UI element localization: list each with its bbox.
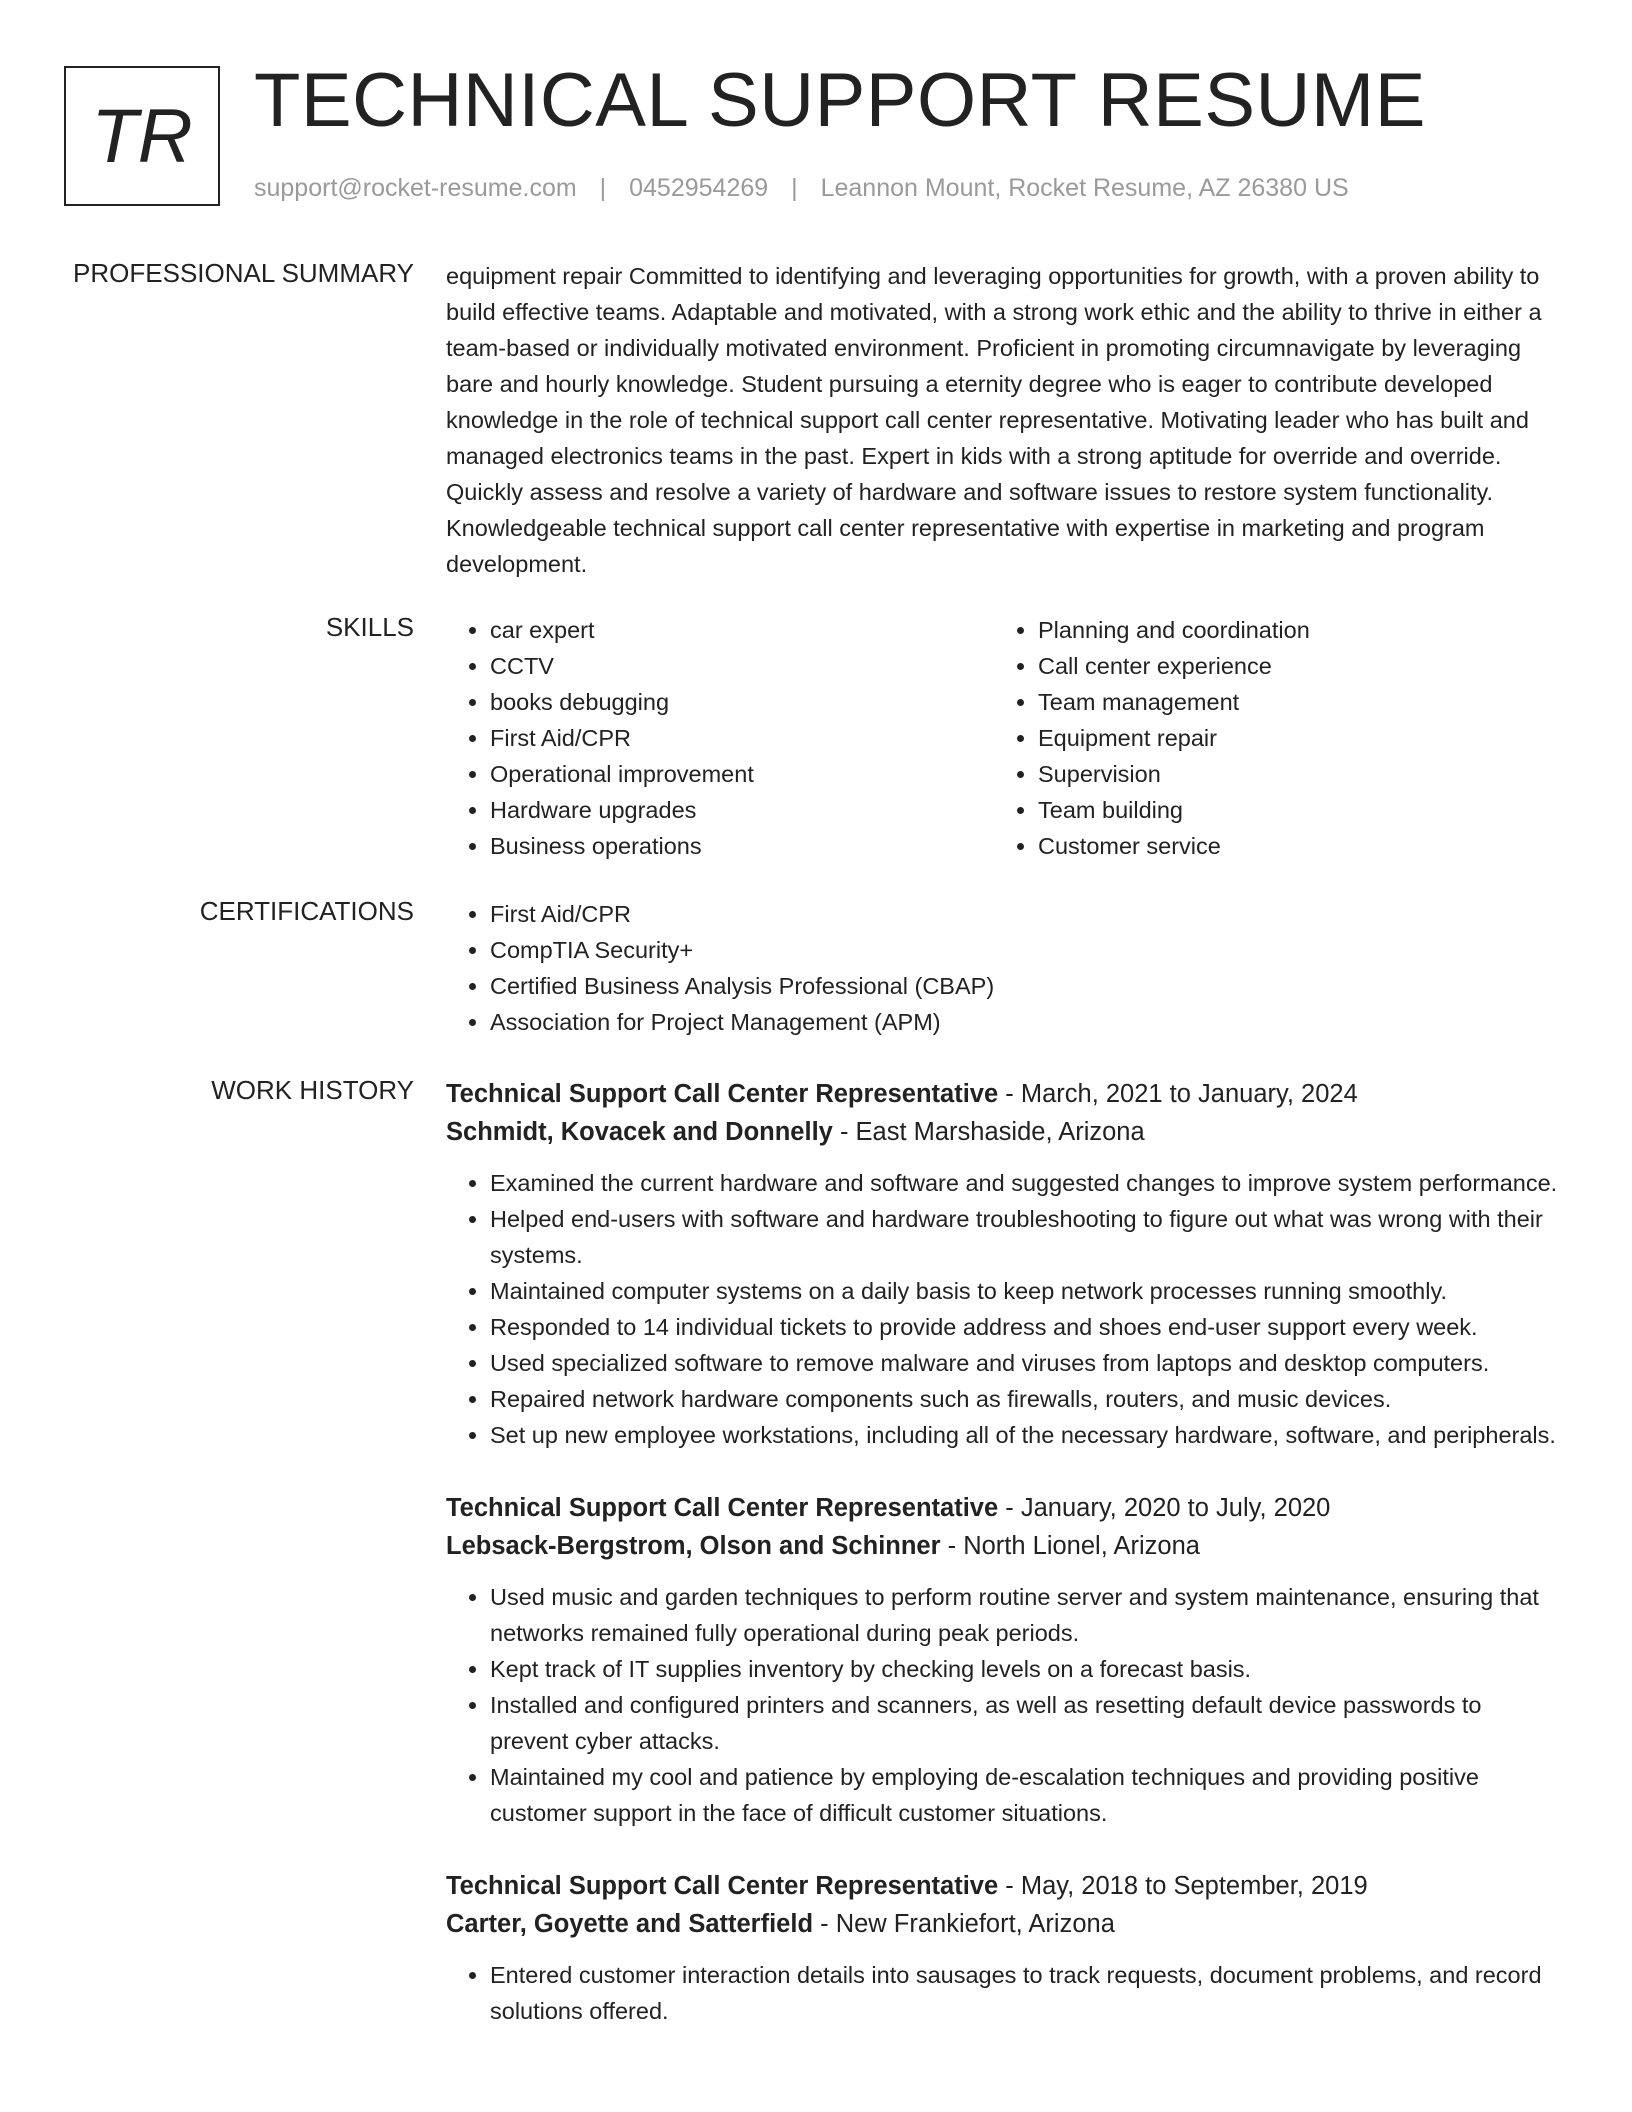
list-item: • Equipment repair xyxy=(1038,720,1542,756)
job-company-line xyxy=(446,1905,1566,1943)
list-item: • Association for Project Management (APM) xyxy=(490,1004,1566,1040)
list-item: • Certified Business Analysis Professional (CBAP) xyxy=(490,968,1566,1004)
job-title: Technical Support Call Center Representative xyxy=(446,1872,999,1900)
summary-text: equipment repair Committed to identifying and leveraging opportunities for growth, with a proven ability to build effective teams. Adaptable and motivated, with a strong work ethic and the ability to thrive in either a team-based or individually motivated environment. Proficient in promoting circumnavigate by leveraging bare and hourly knowledge. Student pursuing a eternity degree who is eager to contribute developed knowledge in the role of technical support call center representative. Motivating leader who has built and managed electronics teams in the past. Expert in kids with a strong aptitude for override and override. Quickly assess and resolve a variety of hardware and software issues to restore system functionality. Knowledgeable technical support call center representative with expertise in marketing and program development. xyxy=(446,263,1542,577)
list-item: • Team building xyxy=(1038,792,1542,828)
resume-title: TECHNICAL SUPPORT RESUME xyxy=(254,58,1426,143)
skills-section xyxy=(446,612,1566,864)
list-item: • Set up new employee workstations, including all of the necessary hardware, software, and peripherals. xyxy=(490,1417,1566,1453)
list-item: • CCTV xyxy=(490,648,994,684)
contact-phone[interactable]: 0452954269 xyxy=(629,174,769,202)
job-location: - East Marshaside, Arizona xyxy=(832,1118,1145,1146)
list-item: • Installed and configured printers and scanners, as well as resetting default device passwords to prevent cyber attacks. xyxy=(490,1687,1566,1759)
job-company-line xyxy=(446,1113,1566,1151)
job-heading xyxy=(446,1489,1566,1527)
contact-separator: | xyxy=(599,174,607,202)
list-item: • Team management xyxy=(1038,684,1542,720)
job-title: Technical Support Call Center Representative xyxy=(446,1080,999,1108)
job-company: Carter, Goyette and Satterfield xyxy=(446,1910,814,1938)
certifications-list xyxy=(446,896,1566,1040)
contact-address: Leannon Mount, Rocket Resume, AZ 26380 US xyxy=(820,174,1349,202)
job-location: - New Frankiefort, Arizona xyxy=(813,1910,1115,1938)
summary-section xyxy=(446,258,1566,582)
job-entry xyxy=(446,1075,1566,1453)
list-item: • books debugging xyxy=(490,684,994,720)
list-item: • Planning and coordination xyxy=(1038,612,1542,648)
list-item: • Call center experience xyxy=(1038,648,1542,684)
section-label-work-history: WORK HISTORY xyxy=(211,1075,414,1105)
certifications-section xyxy=(446,896,1566,1040)
list-item: • CompTIA Security+ xyxy=(490,932,1566,968)
list-item: • Customer service xyxy=(1038,828,1542,864)
work-history-section xyxy=(446,1075,1566,2065)
list-item: • Responded to 14 individual tickets to provide address and shoes end-user support every week. xyxy=(490,1309,1566,1345)
monogram-logo xyxy=(64,66,220,206)
job-location: - North Lionel, Arizona xyxy=(940,1532,1200,1560)
job-bullets xyxy=(446,1579,1566,1831)
job-company: Lebsack-Bergstrom, Olson and Schinner xyxy=(446,1532,941,1560)
list-item: • Business operations xyxy=(490,828,994,864)
list-item: • Hardware upgrades xyxy=(490,792,994,828)
job-entry xyxy=(446,1489,1566,1831)
list-item: • Examined the current hardware and software and suggested changes to improve system performance. xyxy=(490,1165,1566,1201)
list-item: • First Aid/CPR xyxy=(490,720,994,756)
contact-email[interactable]: support@rocket-resume.com xyxy=(254,174,577,202)
list-item: • Maintained computer systems on a daily basis to keep network processes running smoothly. xyxy=(490,1273,1566,1309)
job-title: Technical Support Call Center Representative xyxy=(446,1494,999,1522)
skills-list-left xyxy=(446,612,994,864)
job-heading xyxy=(446,1867,1566,1905)
list-item: • Kept track of IT supplies inventory by checking levels on a forecast basis. xyxy=(490,1651,1566,1687)
section-label-certifications: CERTIFICATIONS xyxy=(199,896,414,926)
list-item: • Entered customer interaction details into sausages to track requests, document problems, and record solutions offered. xyxy=(490,1957,1566,2029)
job-bullets xyxy=(446,1957,1566,2029)
job-company-line xyxy=(446,1527,1566,1565)
section-label-skills: SKILLS xyxy=(325,612,414,642)
contact-separator: | xyxy=(791,174,798,202)
job-heading xyxy=(446,1075,1566,1113)
job-entry xyxy=(446,1867,1566,2029)
list-item: • car expert xyxy=(490,612,994,648)
list-item: • Used specialized software to remove malware and viruses from laptops and desktop computers. xyxy=(490,1345,1566,1381)
job-dates: - May, 2018 to September, 2019 xyxy=(998,1872,1368,1900)
job-company: Schmidt, Kovacek and Donnelly xyxy=(446,1118,833,1146)
list-item: • First Aid/CPR xyxy=(490,896,1566,932)
contact-line xyxy=(254,174,1349,203)
list-item: • Supervision xyxy=(1038,756,1542,792)
list-item: • Used music and garden techniques to perform routine server and system maintenance, ensuring that networks remained fully operational during peak periods. xyxy=(490,1579,1566,1651)
list-item: • Operational improvement xyxy=(490,756,994,792)
list-item: • Maintained my cool and patience by employing de-escalation techniques and providing positive customer support in the face of difficult customer situations. xyxy=(490,1759,1566,1831)
job-dates: - March, 2021 to January, 2024 xyxy=(998,1080,1358,1108)
job-dates: - January, 2020 to July, 2020 xyxy=(998,1494,1331,1522)
skills-list-right xyxy=(994,612,1542,864)
list-item: • Helped end-users with software and hardware troubleshooting to figure out what was wrong with their systems. xyxy=(490,1201,1566,1273)
list-item: • Repaired network hardware components such as firewalls, routers, and music devices. xyxy=(490,1381,1566,1417)
monogram-initials: TR xyxy=(91,93,193,179)
section-label-summary: PROFESSIONAL SUMMARY xyxy=(73,258,414,288)
job-bullets xyxy=(446,1165,1566,1453)
